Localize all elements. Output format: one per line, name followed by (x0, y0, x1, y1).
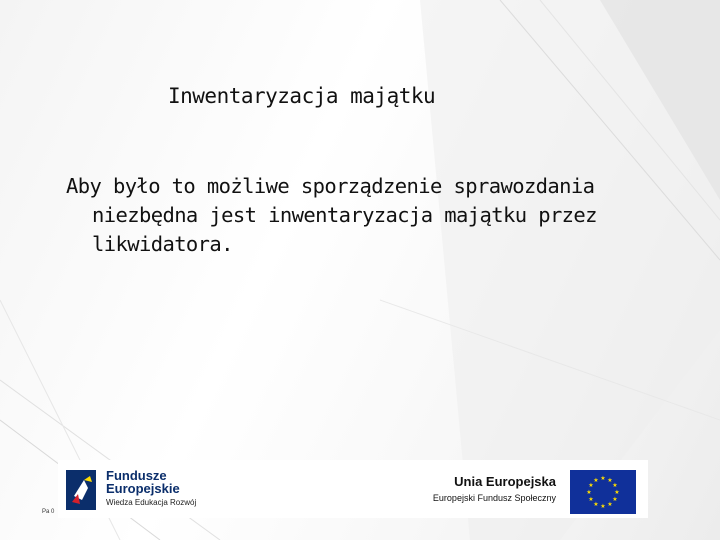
svg-text:★: ★ (607, 501, 613, 508)
ue-name: Unia Europejska (454, 474, 556, 489)
svg-text:★: ★ (588, 496, 594, 503)
slide-body-text: Aby było to możliwe sporządzenie sprawozdania niezbędna jest inwentaryzacja majątku przez likwidatora. (66, 174, 597, 256)
svg-text:★: ★ (612, 482, 618, 489)
svg-text:★: ★ (612, 496, 618, 503)
svg-text:★: ★ (588, 482, 594, 489)
corner-label: Pa 0 (42, 509, 55, 515)
fe-subtitle: Wiedza Edukacja Rozwój (106, 498, 197, 507)
svg-text:★: ★ (600, 503, 606, 510)
fe-name-line1: Fundusze (106, 468, 167, 483)
svg-text:★: ★ (593, 501, 599, 508)
eu-flag-icon (570, 470, 636, 514)
svg-text:★: ★ (586, 489, 592, 496)
slide-title: Inwentaryzacja majątku (168, 84, 436, 108)
ue-subtitle: Europejski Fundusz Społeczny (432, 493, 556, 503)
footer-logo-bar (58, 460, 648, 518)
fundusze-europejskie-logo (64, 466, 204, 514)
fe-emblem-icon (64, 466, 102, 514)
fe-name-line2: Europejskie (106, 481, 180, 496)
svg-text:★: ★ (600, 475, 606, 482)
svg-text:★: ★ (614, 489, 620, 496)
svg-text:★: ★ (607, 477, 613, 484)
svg-text:★: ★ (593, 477, 599, 484)
